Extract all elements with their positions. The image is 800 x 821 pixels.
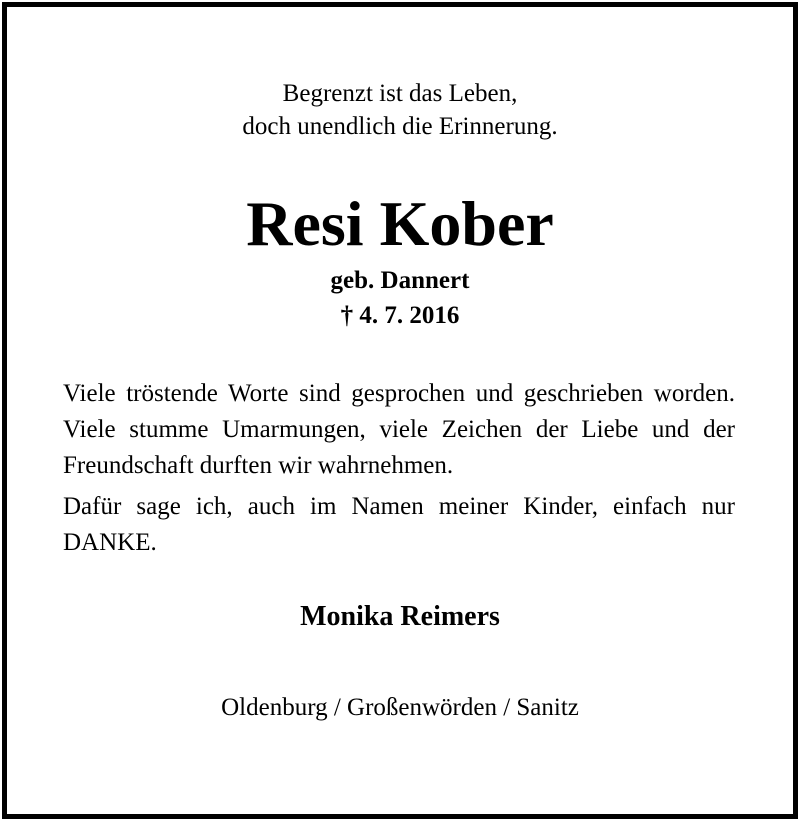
quote-line-2: doch unendlich die Erinnerung. <box>242 113 558 140</box>
thanks-paragraph-2: Dafür sage ich, auch im Namen meiner Kinder, einfach nur DANKE. <box>63 493 735 556</box>
signer-name: Monika Reimers <box>300 601 500 632</box>
memorial-quote <box>0 77 800 143</box>
deceased-name: Resi Kober <box>246 188 554 259</box>
quote-line-1: Begrenzt ist das Leben, <box>282 80 518 107</box>
place-names: Oldenburg / Großenwörden / Sanitz <box>221 694 579 721</box>
birth-name: geb. Dannert <box>330 267 470 294</box>
thanks-paragraph-1: Viele tröstende Worte sind gesprochen und geschrieben worden. Viele stumme Umarmungen, viele Zeichen der Liebe und der Freundschaft durften wir wahrnehmen. <box>63 380 735 479</box>
death-date: † 4. 7. 2016 <box>340 302 460 329</box>
